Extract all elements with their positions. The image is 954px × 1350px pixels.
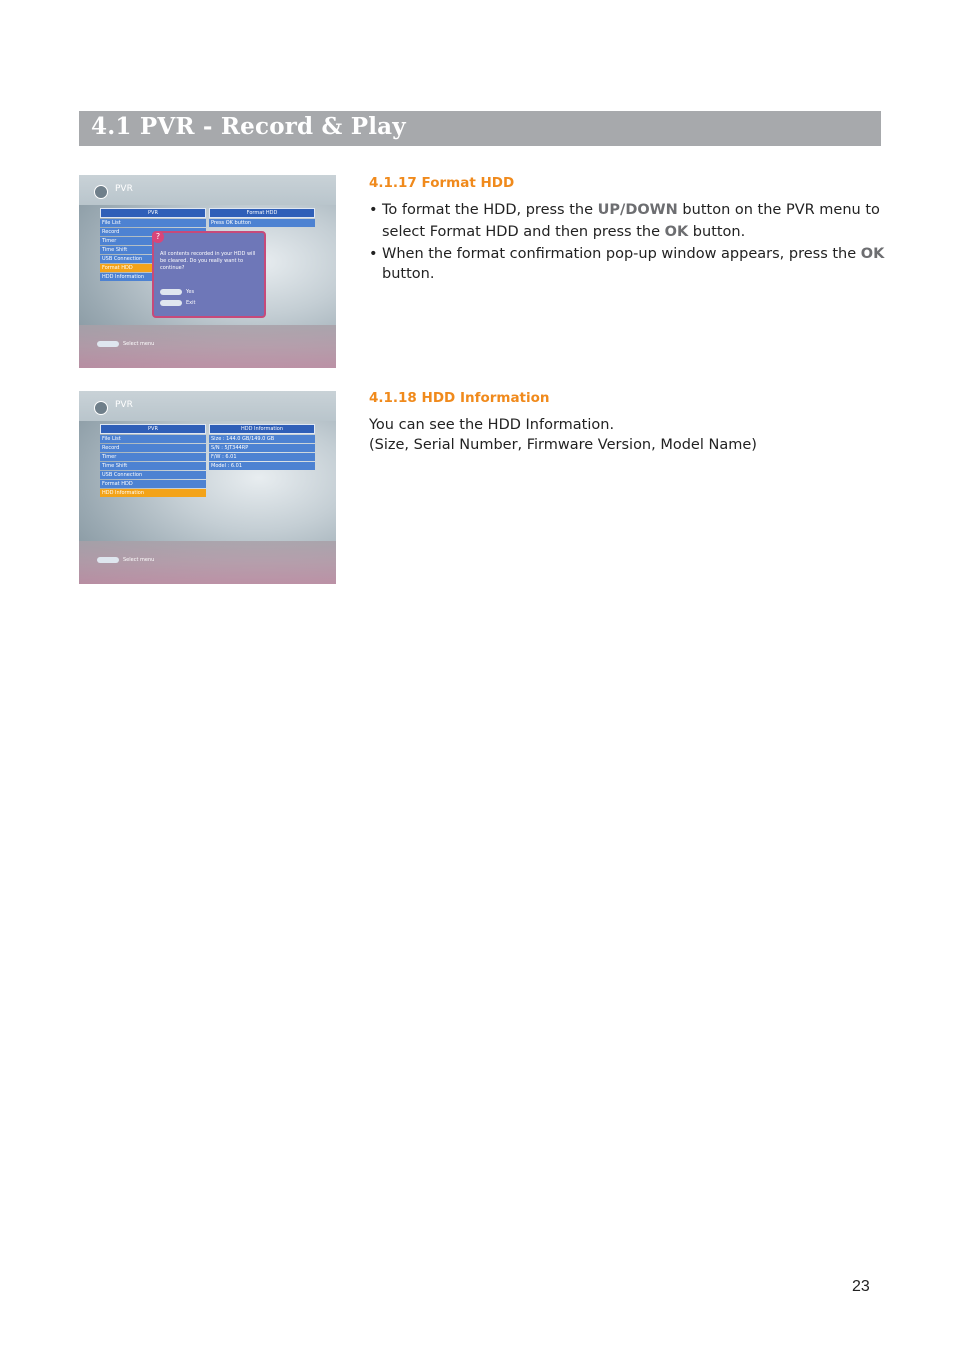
info-row: Model : 6.01 [209,462,315,470]
hdd-info-line2: (Size, Serial Number, Firmware Version, Model Name) [369,437,757,453]
key-ok: OK [664,224,689,240]
ok-button[interactable] [160,289,182,295]
menu-item[interactable]: HDD Information [100,273,206,281]
step-text: button on the PVR menu to select Format HDD and then press the [382,202,880,240]
pvr-label: PVR [115,184,133,194]
pvr-menu [100,424,206,497]
menu-item[interactable]: File List [100,435,206,443]
menu-item-selected[interactable]: HDD Information [100,489,206,497]
format-panel-header: Format HDD [209,208,315,218]
info-row: Size : 144.0 GB/149.0 GB [209,435,315,443]
list-item [369,199,889,243]
format-hdd-screenshot [79,175,336,368]
format-panel-hint: Press OK button [209,219,315,227]
pvr-label: PVR [115,400,133,410]
popup-yes-label: Yes [186,289,195,295]
hdd-info-heading: 4.1.18 HDD Information [369,390,550,406]
key-ok: OK [860,246,885,262]
menu-item[interactable]: USB Connection [100,471,206,479]
key-updown: UP/DOWN [597,202,678,218]
ok-key-icon [97,341,119,347]
menu-item[interactable]: USB Connection [100,255,206,263]
step-text: To format the HDD, press the [382,202,598,218]
menu-item[interactable]: Timer [100,453,206,461]
hdd-info-panel-header: HDD Information [209,424,315,434]
footer-hint-text: Select menu [123,340,155,347]
page-number: 23 [852,1278,870,1295]
footer-hint [97,333,154,352]
hdd-info-panel [209,424,315,470]
popup-exit-label: Exit [186,300,196,306]
hdd-info-text [369,415,889,455]
format-hdd-heading: 4.1.17 Format HDD [369,175,515,191]
ok-key-icon [97,557,119,563]
format-confirm-popup [152,231,266,318]
menu-item[interactable]: Timer [100,237,206,245]
hdd-info-line1: You can see the HDD Information. [369,417,615,433]
step-text: button. [382,266,435,282]
info-row: F/W : 6.01 [209,453,315,461]
step-text: button. [688,224,746,240]
pvr-logo-icon [94,401,108,415]
pvr-logo-icon [94,185,108,199]
step-text: When the format confirmation pop-up window appears, press the [382,246,861,262]
format-hdd-steps [369,199,889,284]
question-icon: ? [152,231,164,243]
footer-hint [97,549,154,568]
footer-hint-text: Select menu [123,556,155,563]
exit-button[interactable] [160,300,182,306]
list-item [369,244,889,284]
menu-item[interactable]: Time Shift [100,462,206,470]
menu-item[interactable]: File List [100,219,206,227]
menu-item[interactable]: Record [100,228,206,236]
info-row: S/N : 5JT344RP [209,444,315,452]
format-panel [209,208,315,227]
page-title: 4.1 PVR - Record & Play [91,113,406,140]
menu-item-selected[interactable]: Format HDD [100,264,206,272]
hdd-info-screenshot [79,391,336,584]
menu-item[interactable]: Time Shift [100,246,206,254]
menu-item[interactable]: Record [100,444,206,452]
menu-item[interactable]: Format HDD [100,480,206,488]
menu-header: PVR [100,424,206,434]
menu-header: PVR [100,208,206,218]
popup-message: All contents recorded in your HDD will be cleared. Do you really want to continue? [160,251,256,271]
section-banner [79,111,881,146]
